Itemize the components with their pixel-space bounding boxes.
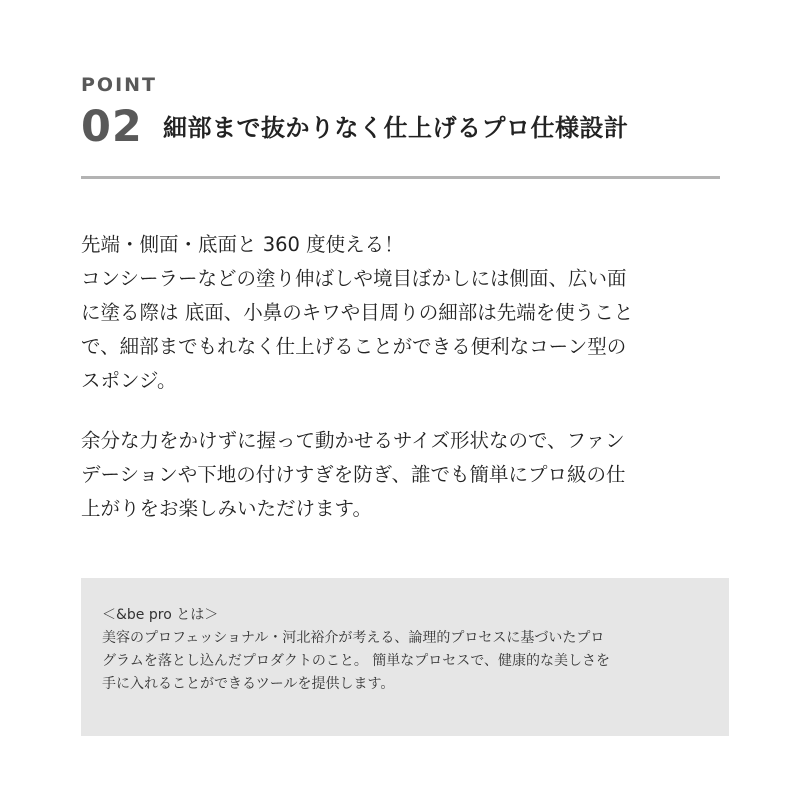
description-paragraph-1 xyxy=(81,228,721,398)
point-label: POINT xyxy=(81,74,158,96)
info-box-line: 手に入れることができるツールを提供します。 xyxy=(102,676,395,692)
paragraph-line: で、細部までもれなく仕上げることができる便利なコーン型の xyxy=(81,335,627,358)
paragraph-line: デーションや下地の付けすぎを防ぎ、誰でも簡単にプロ級の仕 xyxy=(81,463,626,486)
heading-divider xyxy=(81,176,720,179)
section-heading xyxy=(81,100,721,156)
brand-info-box xyxy=(81,578,729,736)
paragraph-line: コンシーラーなどの塗り伸ばしや境目ぼかしには側面、広い面 xyxy=(81,267,627,290)
section-title: 細部まで抜かりなく仕上げるプロ仕様設計 xyxy=(163,114,629,142)
description-paragraph-2 xyxy=(81,424,721,526)
info-box-heading: ＜&be pro とは＞ xyxy=(102,607,219,623)
point-number: 02 xyxy=(81,102,143,152)
paragraph-line: に塗る際は 底面、小鼻のキワや目周りの細部は先端を使うこと xyxy=(81,301,634,324)
paragraph-line: 先端・側面・底面と 360 度使える！ xyxy=(81,233,404,256)
paragraph-line: 余分な力をかけずに握って動かせるサイズ形状なので、ファン xyxy=(81,429,625,452)
paragraph-line: 上がりをお楽しみいただけます。 xyxy=(81,497,372,520)
info-box-line: グラムを落とし込んだプロダクトのこと。 簡単なプロセスで、健康的な美しさを xyxy=(102,653,611,669)
paragraph-line: スポンジ。 xyxy=(81,369,177,392)
info-box-line: 美容のプロフェッショナル・河北裕介が考える、論理的プロセスに基づいたプロ xyxy=(102,630,605,646)
